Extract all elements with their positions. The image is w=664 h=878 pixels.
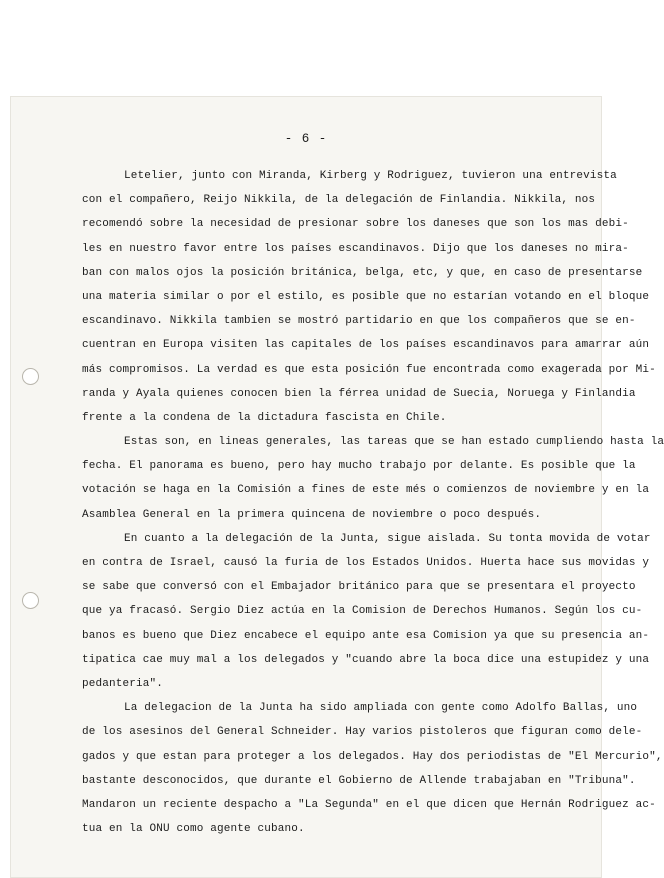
text-line: cuentran en Europa visiten las capitales de los países escandinavos para amarrar aún: [82, 339, 650, 352]
paragraph: [82, 164, 656, 430]
text-line: ban con malos ojos la posición británica, belga, etc, y que, en caso de presentarse: [82, 266, 643, 279]
paragraph: [82, 696, 663, 841]
text-line: En cuanto a la delegación de la Junta, sigue aislada. Su tonta movida de votar: [124, 532, 651, 545]
text-line: Letelier, junto con Miranda, Kirberg y Rodriguez, tuvieron una entrevista: [124, 170, 617, 182]
text-line: tua en la ONU como agente cubano.: [82, 823, 305, 836]
text-line: una materia similar o por el estilo, es posible que no estarían votando en el bloque: [82, 290, 650, 303]
text-line: bastante desconocidos, que durante el Gobierno de Allende trabajaban en "Tribuna".: [82, 774, 636, 787]
text-line: se sabe que conversó con el Embajador británico para que se presentara el proyecto: [82, 581, 636, 594]
text-line: Asamblea General en la primera quincena de noviembre o poco después.: [82, 508, 542, 521]
text-line: banos es bueno que Diez encabece el equipo ante esa Comision ya que su presencia an-: [82, 629, 650, 642]
text-line: Mandaron un reciente despacho a "La Segunda" en el que dicen que Hernán Rodriguez ac-: [82, 798, 656, 811]
text-line: fecha. El panorama es bueno, pero hay mucho trabajo por delante. Es posible que la: [82, 460, 636, 473]
text-line: en contra de Israel, causó la furia de los Estados Unidos. Huerta hace sus movidas y: [82, 557, 650, 569]
punch-hole: [22, 592, 39, 609]
text-line: recomendó sobre la necesidad de presionar sobre los daneses que son los mas debi-: [82, 218, 629, 231]
text-line: escandinavo. Nikkila tambien se mostró partidario en que los compañeros que se en-: [82, 315, 636, 328]
punch-hole: [22, 368, 39, 385]
document-body: [82, 164, 664, 841]
text-line: Estas son, en lineas generales, las tareas que se han estado cumpliendo hasta la: [124, 436, 664, 449]
text-line: votación se haga en la Comisión a fines de este més o comienzos de noviembre y en la: [82, 484, 650, 497]
text-line: les en nuestro favor entre los países escandinavos. Dijo que los daneses no mira-: [82, 242, 629, 255]
paragraph: [82, 430, 664, 527]
text-line: de los asesinos del General Schneider. Hay varios pistoleros que figuran como dele-: [82, 726, 643, 739]
text-line: randa y Ayala quienes conocen bien la férrea unidad de Suecia, Noruega y Finlandia: [82, 387, 636, 400]
paragraph: [82, 527, 651, 696]
text-line: pedanteria".: [82, 677, 164, 690]
text-line: con el compañero, Reijo Nikkila, de la delegación de Finlandia. Nikkila, nos: [82, 194, 596, 207]
page-number: - 6 -: [284, 132, 328, 146]
text-line: más compromisos. La verdad es que esta posición fue encontrada como exagerada por Mi-: [82, 363, 656, 376]
text-line: tipatica cae muy mal a los delegados y "cuando abre la boca dice una estupidez y una: [82, 653, 650, 666]
text-line: gados y que estan para proteger a los delegados. Hay dos periodistas de "El Mercurio",: [82, 750, 663, 763]
document-page: [10, 96, 664, 878]
text-line: que ya fracasó. Sergio Diez actúa en la Comision de Derechos Humanos. Según los cu-: [82, 605, 643, 618]
text-line: La delegacion de la Junta ha sido ampliada con gente como Adolfo Ballas, uno: [124, 702, 638, 715]
text-line: frente a la condena de la dictadura fascista en Chile.: [82, 411, 447, 424]
